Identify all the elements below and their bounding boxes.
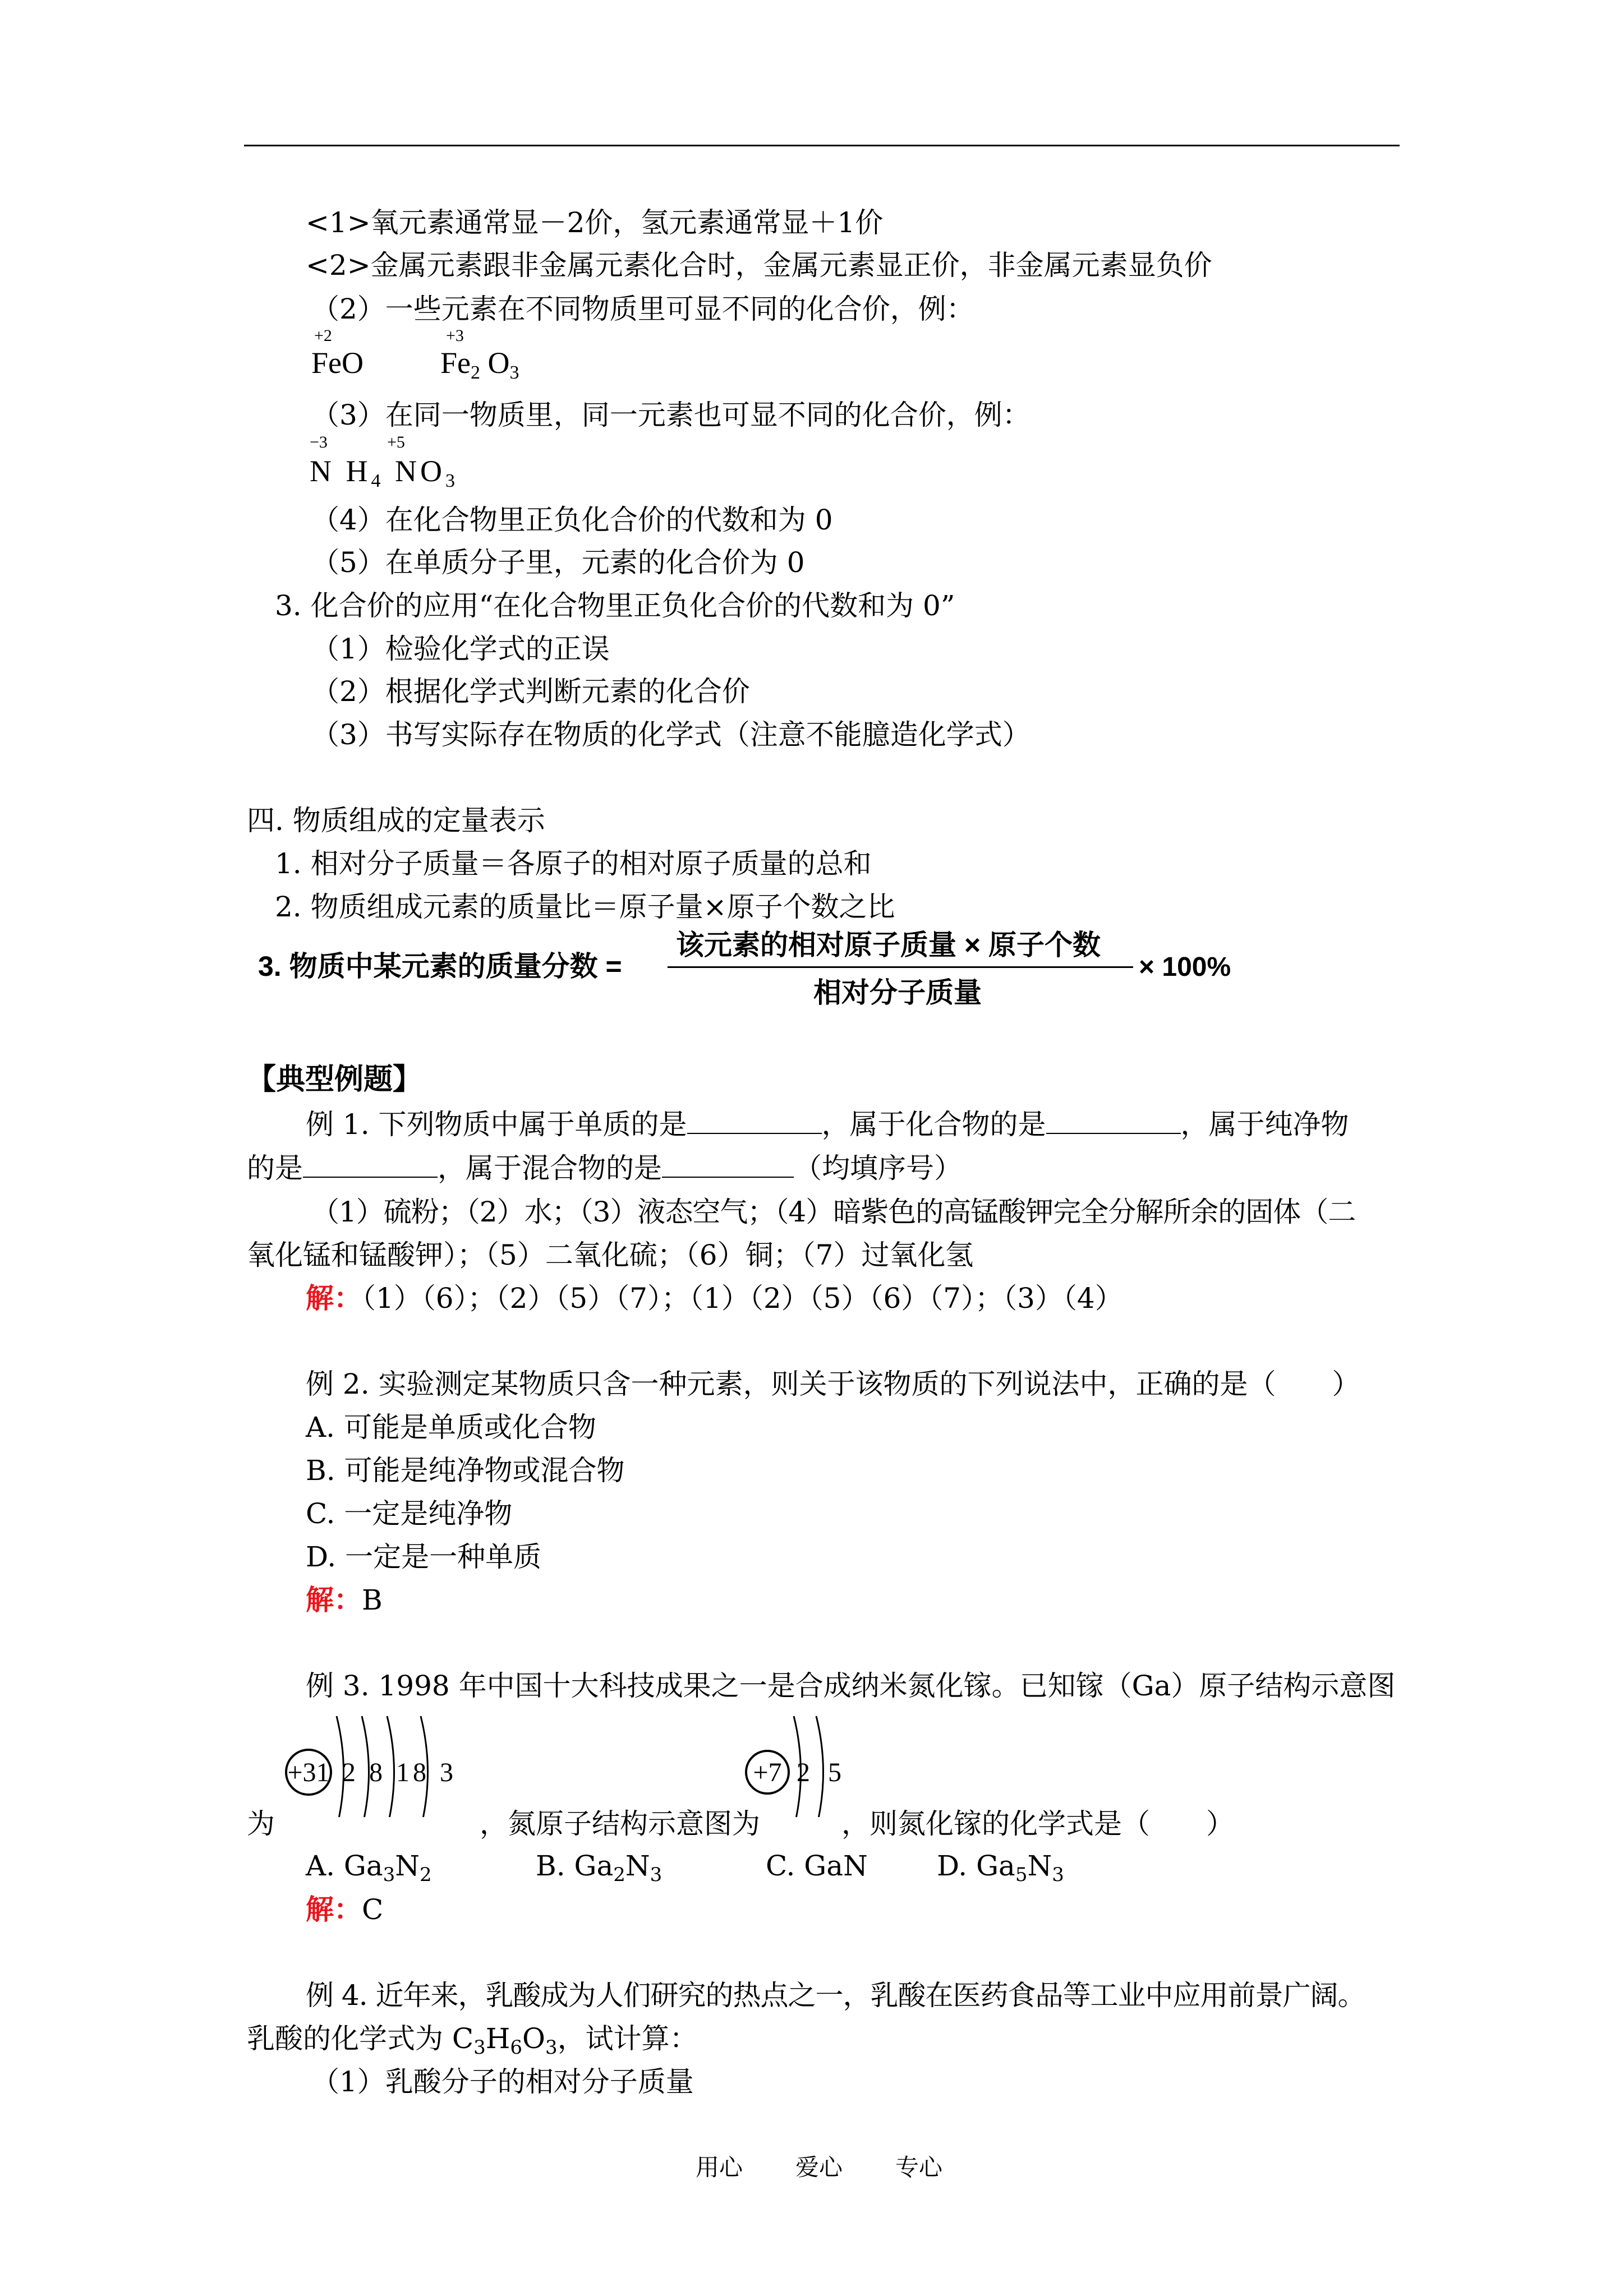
example-1-line-4: 氧化锰和锰酸钾）；（5）二氧化硫；（6）铜；（7）过氧化氢 [247,1239,974,1271]
example-3-option: A. $Ga_3N_2$ [306,1850,432,1886]
shell-electrons: 2 5 [797,1758,847,1787]
section-4-item-2: 2. 物质组成元素的质量比＝原子量×原子个数之比 [275,891,895,923]
example-2-option: A. 可能是单质或化合物 [306,1411,596,1444]
valence-item-3: （3）在同一物质里，同一元素也可显不同的化合价，例： [311,399,1030,431]
example-2-answer: 解：B [306,1583,383,1616]
answer-blank[interactable] [303,1150,438,1178]
example-2-question: 例 2. 实验测定某物质只含一种元素，则关于该物质的下列说法中，正确的是（ ） [306,1368,1360,1400]
formula-feo: FeO [311,346,364,380]
nucleus-charge: +31 [287,1758,330,1787]
nucleus-charge: +7 [753,1758,782,1787]
valence-mark: −3 [310,433,328,451]
valence-mark: +5 [387,433,405,451]
formula-fe2o3: $Fe_2$ $O_3$ [440,346,519,383]
example-3-line-2a: 为 [247,1808,275,1840]
example-4-line-1: 例 4. 近年来，乳酸成为人们研究的热点之一，乳酸在医药食品等工业中应用前景广阔。 [306,1979,1365,2012]
example-1-line-3: （1）硫粉；（2）水；（3）液态空气；（4）暗紫色的高锰酸钾完全分解所余的固体（二 [311,1196,1356,1228]
footer-text: 专心 [895,2154,943,2181]
formula-tail: × 100% [1139,952,1231,982]
formula-denominator: 相对分子质量 [813,977,982,1008]
application-item: （1）检验化学式的正误 [311,633,610,665]
example-3-line-2b: ，氮原子结构示意图为 [480,1808,760,1840]
footer-text: 爱心 [795,2154,843,2181]
section-4-item-1: 1. 相对分子质量＝各原子的相对原子质量的总和 [275,847,872,880]
answer-blank[interactable] [687,1106,822,1134]
valence-mark: +3 [446,326,464,345]
example-2-option: D. 一定是一种单质 [306,1541,542,1573]
example-3-option: B. $Ga_2N_3$ [536,1850,663,1886]
example-4-line-2: 乳酸的化学式为 $C_3H_6O_3$，试计算： [247,2022,698,2059]
example-3-option: D. $Ga_5N_3$ [937,1850,1064,1886]
example-3-line-2c: ，则氮化镓的化学式是（ ） [841,1808,1234,1840]
section-4-heading: 四. 物质组成的定量表示 [247,804,545,837]
application-item: （2）根据化学式判断元素的化合价 [311,675,750,708]
example-4-item-1: （1）乳酸分子的相对分子质量 [311,2066,694,2098]
formula-numerator: 该元素的相对原子质量 × 原子个数 [676,929,1101,961]
example-1-answer: 解：（1）（6）；（2）（5）（7）；（1）（2）（5）（6）（7）；（3）（4） [306,1281,1123,1315]
valence-item-5: （5）在单质分子里，元素的化合价为 0 [311,546,805,579]
answer-blank[interactable] [662,1150,794,1178]
valence-item-2: （2）一些元素在不同物质里可显不同的化合价，例： [311,293,974,325]
fraction-bar [668,966,1133,968]
header-rule [244,145,1400,146]
formula-lhs: 3. 物质中某元素的质量分数 = [258,951,622,982]
example-1-line-2: 的是 ，属于混合物的是 （均填序号） [247,1149,962,1188]
application-item: （3）书写实际存在物质的化学式（注意不能臆造化学式） [311,718,1030,751]
footer-text: 用心 [696,2154,743,2181]
example-2-option: B. 可能是纯净物或混合物 [306,1454,625,1487]
formula-nh4no3-text: N $H_4$ $NO_3$ [310,454,458,491]
examples-heading: 【典型例题】 [247,1062,422,1096]
answer-blank[interactable] [1046,1106,1181,1134]
example-2-option: C. 一定是纯净物 [306,1497,513,1530]
application-heading: 3. 化合价的应用“在化合物里正负化合价的代数和为 0” [275,589,955,622]
valence-mark: +2 [314,326,332,345]
example-3-option: C. GaN [766,1850,868,1882]
example-3-line-1: 例 3. 1998 年中国十大科技成果之一是合成纳米氮化镓。已知镓（Ga）原子结构示意图 [306,1670,1396,1702]
valence-rule-2: <2>金属元素跟非金属元素化合时，金属元素显正价，非金属元素显负价 [306,249,1212,282]
shell-electrons: 2 8 18 3 [342,1758,457,1787]
ga-atom-diagram [280,1705,466,1817]
valence-item-4: （4）在化合物里正负化合价的代数和为 0 [311,504,833,536]
valence-rule-1: <1>氧元素通常显－2价，氢元素通常显＋1价 [306,206,884,239]
n-atom-diagram [740,1705,853,1817]
example-1-line-1: 例 1. 下列物质中属于单质的是 ，属于化合物的是 ，属于纯净物 [306,1105,1349,1144]
example-3-answer: 解：C [306,1893,384,1926]
